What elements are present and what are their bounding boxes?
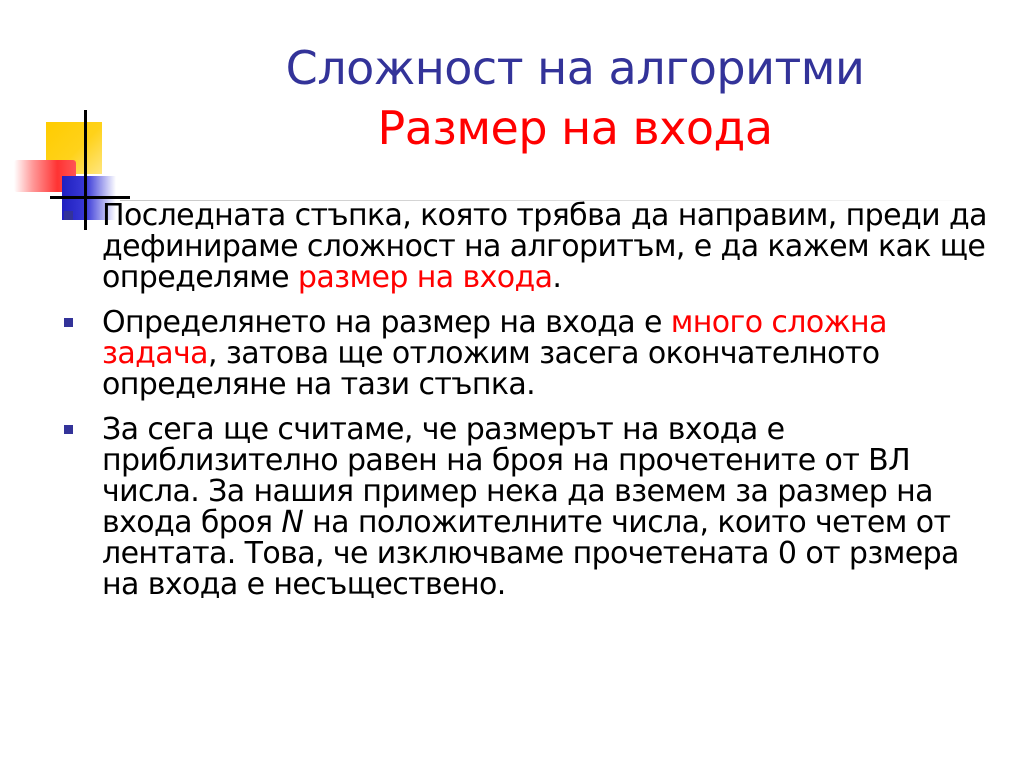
title-line-2: Размер на входа	[377, 101, 773, 155]
bullet-text: на положителните числа, които четем от лентата. Това, че изключваме прочетената 0 от рзмера на входа е несъществено.	[102, 505, 959, 602]
bullet-highlight: много сложна задача	[102, 305, 887, 371]
bullet-text: Последната стъпка, която трябва да направим, преди да дефинираме сложност на алгоритъм, е да кажем как ще определяме	[102, 198, 987, 295]
bullet-square-icon	[64, 211, 73, 220]
bullet-item	[60, 414, 1000, 600]
bullet-text: Определянето на размер на входа е	[102, 305, 671, 340]
bullet-square-icon	[64, 425, 73, 434]
bullet-text: , затова ще отложим засега окончателното определяне на тази стъпка.	[102, 336, 880, 402]
title-line-1: Сложност на алгоритми	[285, 41, 865, 95]
bullet-text: За сега ще считаме, че размерът на входа е приблизително равен на броя на прочетените от ВЛ числа. За нашия пример нека да вземем за размер на входа броя	[102, 412, 933, 540]
bullet-text: .	[552, 260, 562, 295]
bullet-square-icon	[64, 318, 73, 327]
bullet-item	[60, 307, 1000, 400]
bullet-list	[60, 200, 1000, 614]
bullet-highlight: размер на входа	[297, 260, 553, 295]
bullet-italic-variable: N	[281, 505, 304, 540]
slide-title	[180, 38, 970, 158]
bullet-item	[60, 200, 1000, 293]
